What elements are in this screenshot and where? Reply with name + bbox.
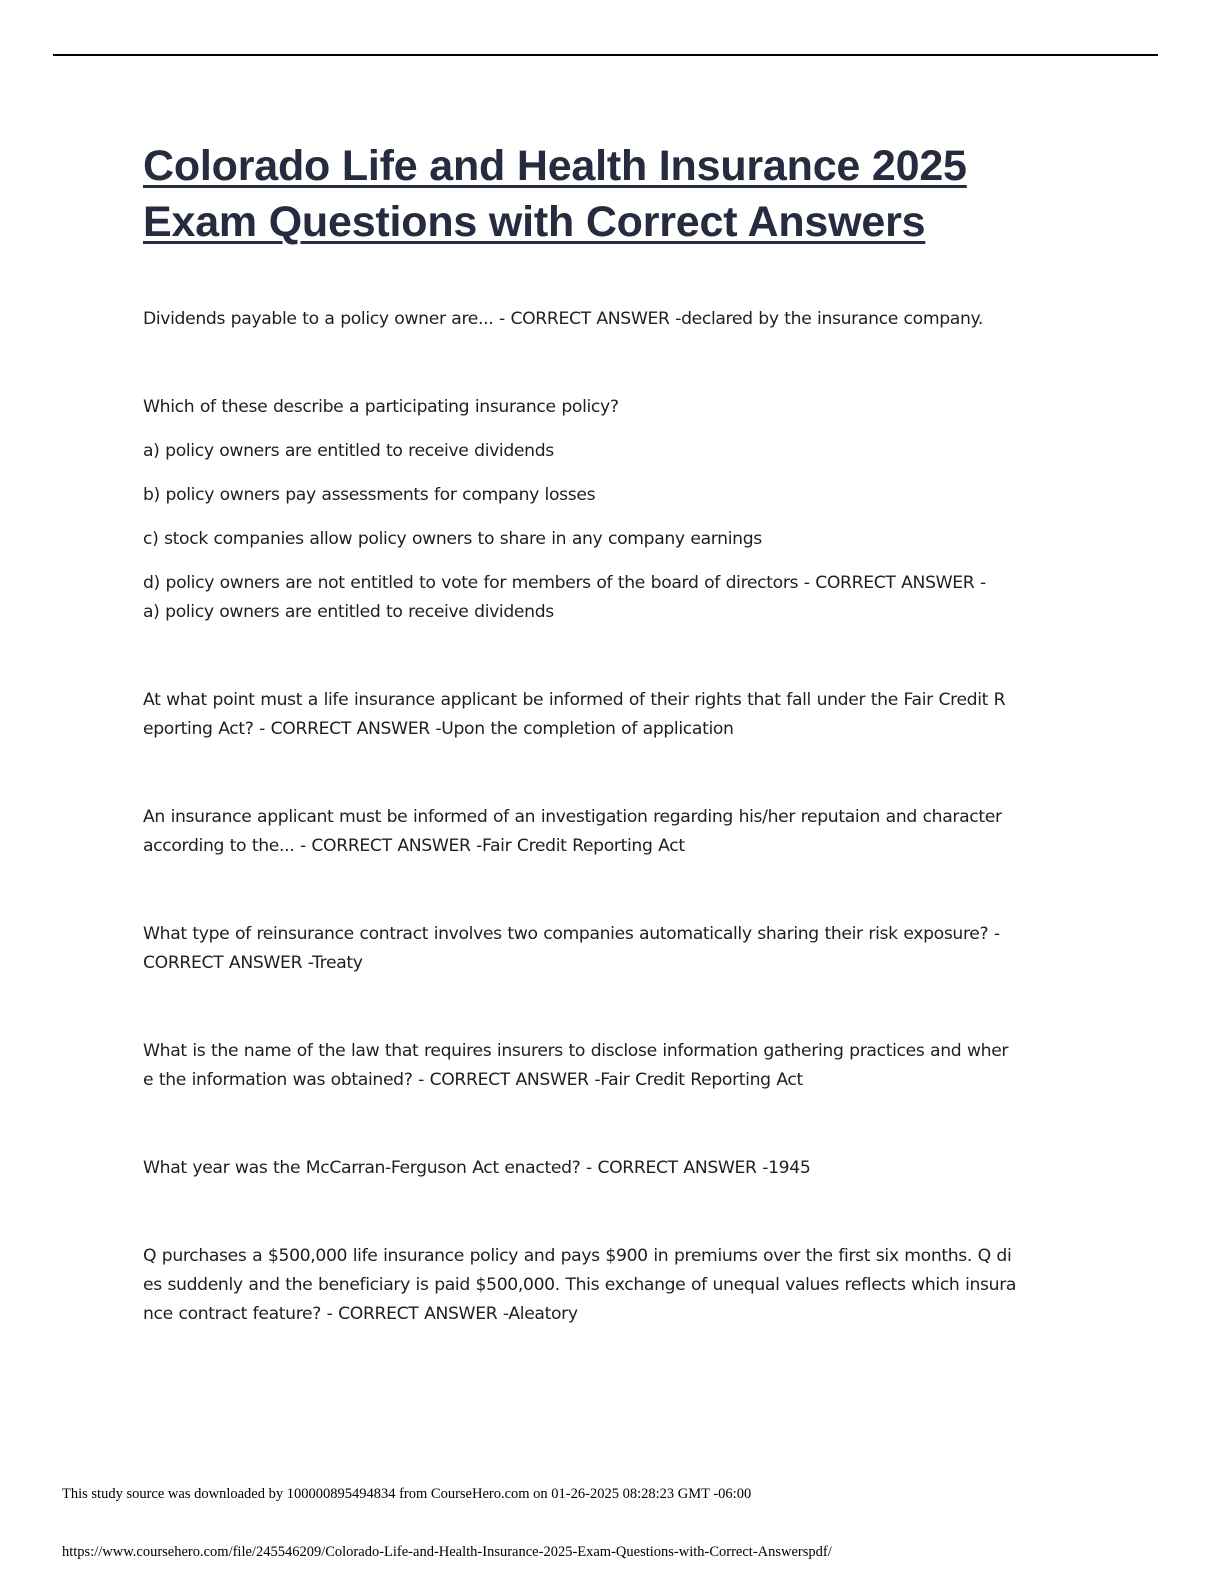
qa-item-7 — [143, 1154, 1083, 1183]
option-c: c) stock companies allow policy owners to share in any company earnings — [143, 529, 762, 549]
qa-text-line-3: nce contract feature? - CORRECT ANSWER -Aleatory — [143, 1304, 578, 1324]
answer-text: a) policy owners are entitled to receive dividends — [143, 602, 554, 622]
qa-text-line-1: What type of reinsurance contract involves two companies automatically sharing their risk exposure? - — [143, 924, 1000, 944]
qa-text-line-1: An insurance applicant must be informed of an investigation regarding his/her reputaion and character — [143, 807, 1002, 827]
qa-text-line-1: What is the name of the law that requires insurers to disclose information gathering practices and wher — [143, 1041, 1009, 1061]
qa-text-line-1: At what point must a life insurance applicant be informed of their rights that fall under the Fair Credit R — [143, 690, 1006, 710]
download-source-notice: This study source was downloaded by 100000895494834 from CourseHero.com on 01-26-2025 08:28:23 GMT -06:00 — [62, 1486, 752, 1502]
option-b: b) policy owners pay assessments for company losses — [143, 485, 596, 505]
qa-text-line-1: Q purchases a $500,000 life insurance policy and pays $900 in premiums over the first six months. Q di — [143, 1246, 1012, 1266]
option-d: d) policy owners are not entitled to vote for members of the board of directors - CORRECT ANSWER - — [143, 573, 986, 593]
qa-item-2 — [143, 393, 1083, 627]
qa-text: Dividends payable to a policy owner are... - CORRECT ANSWER -declared by the insurance company. — [143, 309, 983, 329]
document-title — [143, 138, 1143, 250]
title-line-1: Colorado Life and Health Insurance 2025 — [143, 142, 967, 190]
question-text: Which of these describe a participating insurance policy? — [143, 397, 619, 417]
option-a: a) policy owners are entitled to receive dividends — [143, 441, 554, 461]
qa-text-line-2: CORRECT ANSWER -Treaty — [143, 953, 363, 973]
qa-list — [143, 305, 1083, 1388]
qa-text-line-2: according to the... - CORRECT ANSWER -Fair Credit Reporting Act — [143, 836, 685, 856]
qa-text-line-2: e the information was obtained? - CORRECT ANSWER -Fair Credit Reporting Act — [143, 1070, 803, 1090]
qa-item-6 — [143, 1037, 1083, 1095]
qa-item-1 — [143, 305, 1083, 334]
qa-item-8 — [143, 1242, 1083, 1329]
top-divider — [53, 54, 1158, 56]
qa-item-3 — [143, 686, 1083, 744]
source-url-link[interactable]: https://www.coursehero.com/file/245546209/Colorado-Life-and-Health-Insurance-2025-Exam-Questions-with-Correct-Answerspdf/ — [62, 1544, 832, 1560]
qa-item-4 — [143, 803, 1083, 861]
qa-text: What year was the McCarran-Ferguson Act enacted? - CORRECT ANSWER -1945 — [143, 1158, 811, 1178]
qa-item-5 — [143, 920, 1083, 978]
qa-text-line-2: es suddenly and the beneficiary is paid $500,000. This exchange of unequal values reflects which insura — [143, 1275, 1017, 1295]
qa-text-line-2: eporting Act? - CORRECT ANSWER -Upon the completion of application — [143, 719, 734, 739]
title-line-2: Exam Questions with Correct Answers — [143, 198, 926, 246]
